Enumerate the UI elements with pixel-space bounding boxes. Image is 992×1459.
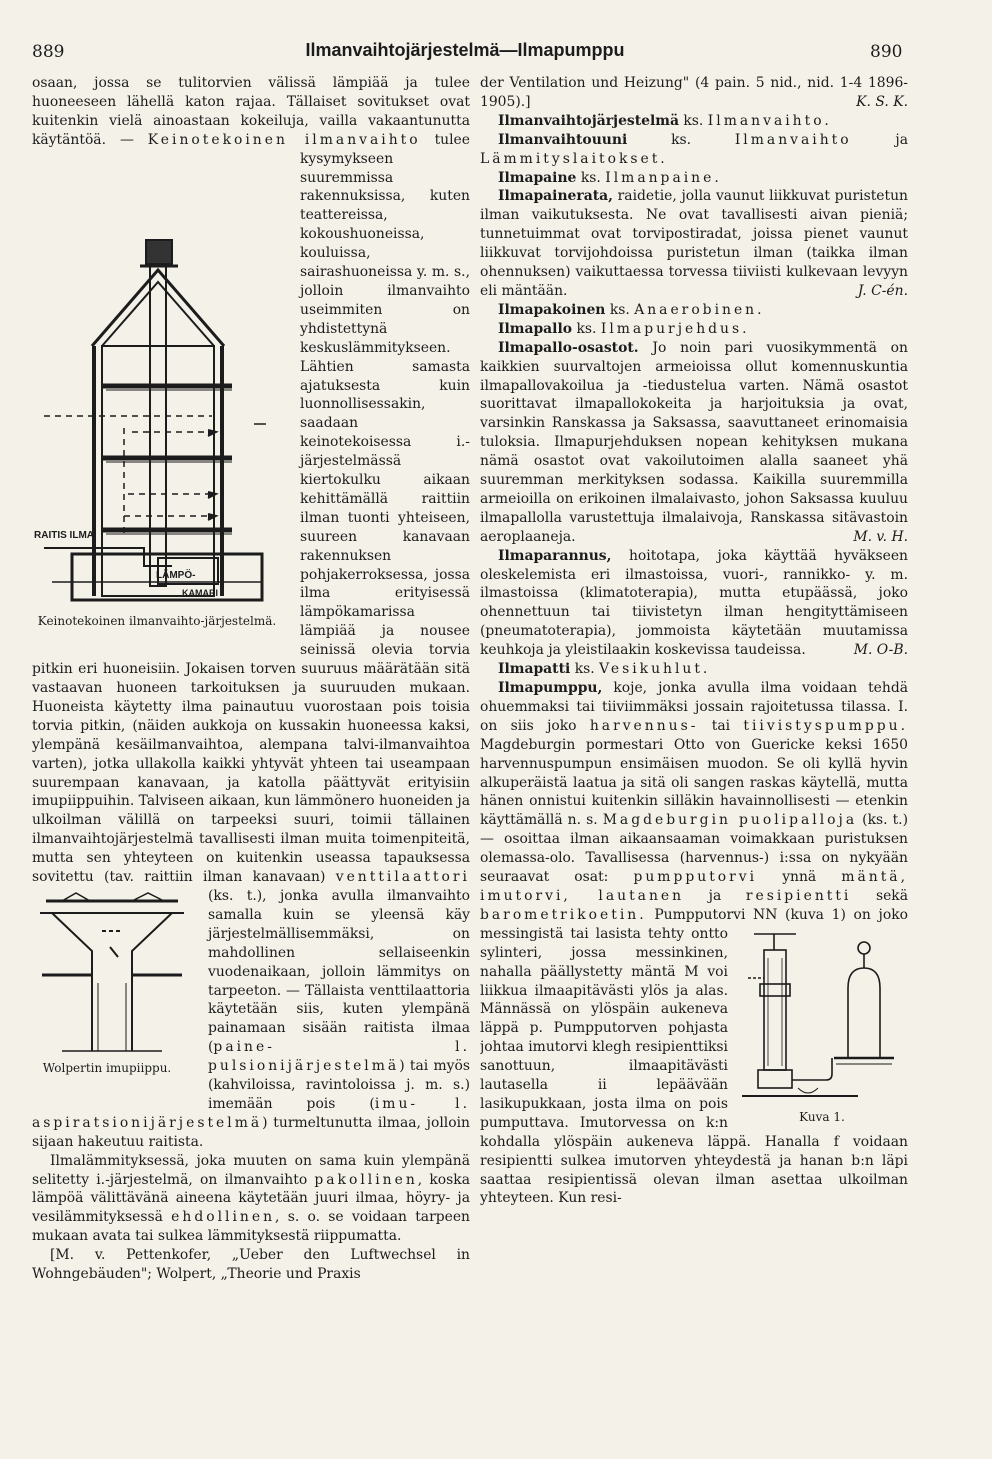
entry-ilmanvaihtouuni: Ilmanvaihtouuni ks. Ilmanvaihto ja Lämmityslaitokset. xyxy=(480,131,908,167)
page-number-right: 890 xyxy=(870,42,903,62)
entry-ilmapallo-osastot: Ilmapallo-osastot. Jo noin pari vuosikymmentä on kaikkien suurvaltojen armeioissa ollut komennuskuntia ilmapallovakoilua ja -tiedustelua varten. Nämä osastot suorittavat ilmapallokokeita ja harjoituksia ja ovat, varsinkin Ranskassa ja Saksassa, saavuttaneet erinomaisia tuloksia. Ilmapurjehduksen nopean kehityksen mukana nämä osastot ovat vakoilutoimen alalla saaneet yhä suuremman merkityksen sodassa. Kaikilla suuremmilla armeioilla on erikoinen ilmalaivasto, johon Saksassa kuuluu ilmapallolla varustettuja ilmalaivoja, Ranskassa sitävastoin aeroplaaneja. M. v. H. xyxy=(480,339,908,545)
paragraph-ventilation: osaan, jossa se tulitorvien välissä lämpiää ja tulee huoneeseen lähellä katon rajaa. Tällaiset sovitukset ovat kuitenkin vielä ainoastaan kokeiluja, vailla vakaantunutta käytäntöä. — Keinotekoinen ilmanvaihto RAITIS ILMA LÄMPÖ- KAMARI Keinotekoinen ilmanvaihto-järjestelmä. tulee kysymykseen suuremmissa rakennuksissa, kuten teattereissa, kokoushuoneissa, kouluissa, sairashuoneissa y. m. s., jolloin ilmanvaihto useimmiten on yhdistettynä keskuslämmitykseen. Lähtien samasta ajatuksesta kuin luonnollisessakin, saadaan keinotekoisessa i.-järjestelmässä kiertokulku aikaan kehittämällä raittiin ilman tuonti yhteiseen, suureen kanavaan rakennuksen pohjakerroksessa, jossa ilma erityisessä lämpökamarissa lämpiää ja nousee seinissä olevia torvia pitkin eri huoneisiin. Jokaisen torven suuruus määrätään sitä vastaavan huoneen tarkoituksen ja suuruuden mukaan. Huoneista käytetty ilma painautuu vuorostaan pois toisia torvia pitkin, (näiden aukkoja on kussakin huoneessa kaksi, ylempänä kesäilmanvaihtoa, alempana talvi-ilmanvaihtoa varten), jotka ullakolla kaikki yhtyvät yhteen tai useampaan suurempaan kanavaan, ja katolla päättyvät erityisiin imupiippuihin. Talviseen aikaan, kun lämmönero huoneiden ja ulkoilman välillä on tarpeeksi suuri, toimii tällainen ilmanvaihtojärjestelmä tavallisesti ilman muita toimenpiteitä, mutta sen yhteyteen on kuitenkin useassa tapauksessa sovitettu (tav. raittiin ilman kanavaan) Wolpertin imupiippu. venttilaattori (ks. t.), jonka avulla ilmanvaihto samalla kuin se yleensä käy järjestelmällisemmäksi, on mahdollinen sellaiseenkin vuodenaikaan, jolloin lämmitys on tarpeeton. — Tällaista venttilaattoria käytetään siis, kuten ylempänä painamaan sisään raitista ilmaa (paine- l. pulsionijärjestelmä) tai myös (kahviloissa, ravintoloissa j. m. s.) imemään pois (imu- l. aspiratsionijärjestelmä) turmeltunutta ilmaa, jolloin sijaan hakeutuu raitista. xyxy=(32,75,470,1150)
paragraph-references: [M. v. Pettenkofer, „Ueber den Luftwechsel in Wohngebäuden"; Wolpert, „Theorie und Praxis xyxy=(32,1247,470,1283)
left-column xyxy=(32,74,470,1414)
signature-jcen: J. C-én. xyxy=(857,282,908,299)
page-number-left: 889 xyxy=(32,42,65,62)
figure-caption-ventilation: Keinotekoinen ilmanvaihto-järjestelmä. xyxy=(37,613,277,628)
figure-caption-kuva1: Kuva 1. xyxy=(799,1109,845,1124)
signature-ksk: K. S. K. xyxy=(856,93,908,110)
references-continued: der Ventilation und Heizung" (4 pain. 5 nid., nid. 1-4 1896-1905).] K. S. K. xyxy=(480,75,908,110)
paragraph-air-heating: Ilmalämmityksessä, joka muuten on sama kuin ylempänä selitetty i.-järjestelmä, on ilmanvaihto pakollinen, koska lämpöä välittävänä aineena käytetään juuri ilmaa, höyry- ja vesilämmityksessä ehdollinen, s. o. se voidaan tarpeen mukaan avata tai sulkea lämmityksestä riippumatta. xyxy=(32,1152,470,1245)
entry-ilmapallo: Ilmapallo ks. Ilmapurjehdus. xyxy=(498,320,750,337)
label-raitis-ilma: RAITIS ILMA xyxy=(34,529,94,541)
page-header xyxy=(0,0,992,70)
figure-air-pump xyxy=(738,928,908,1128)
entry-ilmapainerata: Ilmapainerata, raidetie, jolla vaunut liikkuvat puristetun ilman vaikutuksesta. Ne ovat tavallisesti aivan pieniä; tunnetuimmat ovat torvipostiradat, joissa pienet vaunut liikkuvat torvijohdoissa puristetun ilman (taikka ilman ohennuksen) vaikuttaessa torvessa tiiviisti kulkevaan levyyn eli mäntään. J. C-én. xyxy=(480,188,908,299)
running-title: Ilmanvaihtojärjestelmä—Ilmapumppu xyxy=(305,40,625,60)
ventilation-diagram xyxy=(32,236,282,614)
entry-ilmanvaihtojarjestelma: Ilmanvaihtojärjestelmä ks. Ilmanvaihto. xyxy=(498,112,832,129)
air-pump-diagram xyxy=(738,928,904,1110)
signature-mob: M. O-B. xyxy=(853,642,908,659)
entry-ilmapatti: Ilmapatti ks. Vesikuhlut. xyxy=(498,661,711,678)
entry-ilmapaine: Ilmapaine ks. Ilmanpaine. xyxy=(498,169,722,186)
figure-wolpert-chimney xyxy=(32,891,198,1096)
figure-caption-wolpert: Wolpertin imupiippu. xyxy=(42,1060,172,1075)
right-column xyxy=(480,74,908,1414)
entry-ilmapumppu: Ilmapumppu, koje, jonka avulla ilma voidaan tehdä ohuemmaksi tai tiiviimmäksi jossain rajoitetussa tilassa. I. on siis joko harvennus- tai tiivistyspumppu. Magdeburgin pormestari Otto von Guericke keksi 1650 harvennuspumpun ensimäisen muodon. Se oli kyllä hyvin alkuperäistä laatua ja sitä oli sangen raskas käytellä, mutta hänen onnistui kuitenkin silläkin havainnollisesti — etenkin käyttämällä n. s. Magdeburgin puolipalloja (ks. t.) — osoittaa ilman aikaansaaman voimakkaan puristuksen olemassa-olo. Tavallisessa (harvennus-) i:ssa on nykyään seuraavat osat: pumpputorvi ynnä mäntä, imutorvi, lautanen ja resipientti sekä barometrikoetin. Kuva 1. Pumpputorvi NN (kuva 1) on joko messingistä tai lasista tehty ontto sylinteri, jossa messinkinen, nahalla päällystetty mäntä M voi liikkua ilmaapitävästi ylös ja alas. Männässä on ylöspäin aukeneva läppä p. Pumpputorven pohjasta johtaa imutorvi klegh resipienttiksi sanottuun, ilmaapitävästi lautasella ii lepäävään lasikupukkaan, josta ilma on pois pumputtava. Imutorvessa on k:n kohdalla ylöspäin aukeneva läppä. Hanalla f voidaan resipientti sulkea imutorven yhteydestä ja hanan b:n läpi saattaa resipientissä olevan ilman asettaa ulkoilman yhteyteen. Kun resi- xyxy=(480,680,908,1207)
label-lampo: LÄMPÖ- xyxy=(156,569,196,581)
wolpert-diagram xyxy=(32,891,192,1061)
label-kamari: KAMARI xyxy=(182,587,218,598)
signature-mvh: M. v. H. xyxy=(853,528,908,545)
figure-ventilation-system xyxy=(32,236,290,651)
entry-ilmaparannus: Ilmaparannus, hoitotapa, joka käyttää hyväkseen oleskelemista eri ilmastoissa, vuori-, rannikko- y. m. ilmastoissa (klimatoterapia), mutta etupäässä, joko ohennettuun tai tiivistetyn ilman hengityttämiseen (pneumatoterapia), jommoista käytetään muutamissa keuhkoja ja yleistilaakin koskevissa taudeissa. M. O-B. xyxy=(480,547,908,659)
entry-ilmapakoinen: Ilmapakoinen ks. Anaerobinen. xyxy=(498,301,765,318)
